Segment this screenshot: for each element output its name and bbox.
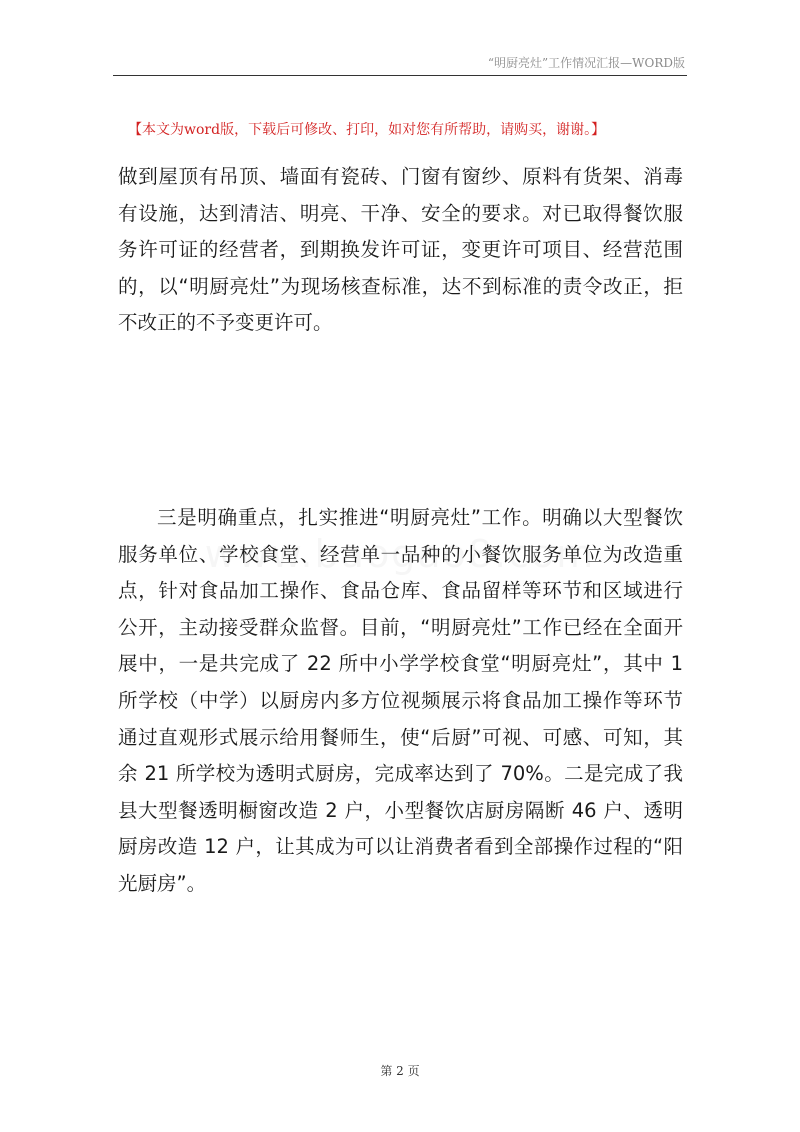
page-number: 第 2 页 xyxy=(380,1064,420,1078)
running-header: “明厨亮灶”工作情况汇报—WORD版 xyxy=(487,56,685,70)
download-notice: 【本文为word版，下载后可修改、打印，如对您有所帮助，请购买，谢谢。】 xyxy=(128,122,606,138)
header-divider xyxy=(113,75,687,76)
body-paragraph-2: 三是明确重点，扎实推进“明厨亮灶”工作。明确以大型餐饮服务单位、学校食堂、经营单一品种的小餐饮服务单位为改造重点，针对食品加工操作、食品仓库、食品留样等环节和区域进行公开，主动接受群众监督。目前，“明厨亮灶”工作已经在全面开展中，一是共完成了 22 所中小学学校食堂“明厨亮灶”，其中 1 所学校（中学）以厨房内多方位视频展示将食品加工操作等环节通过直观形式展示给用餐师生，使“后厨”可视、可感、可知，其余 21 所学校为透明式厨房，完成率达到了 70%。二是完成了我县大型餐透明橱窗改造 2 户，小型餐饮店厨房隔断 46 户、透明厨房改造 12 户，让其成为可以让消费者看到全部操作过程的“阳光厨房”。 xyxy=(118,506,683,895)
body-paragraph-1: 做到屋顶有吊顶、墙面有瓷砖、门窗有窗纱、原料有货架、消毒有设施，达到清洁、明亮、干净、安全的要求。对已取得餐饮服务许可证的经营者，到期换发许可证，变更许可项目、经营范围的，以“明厨亮灶”为现场核查标准，达不到标准的责令改正，拒不改正的不予变更许可。 xyxy=(118,165,683,335)
